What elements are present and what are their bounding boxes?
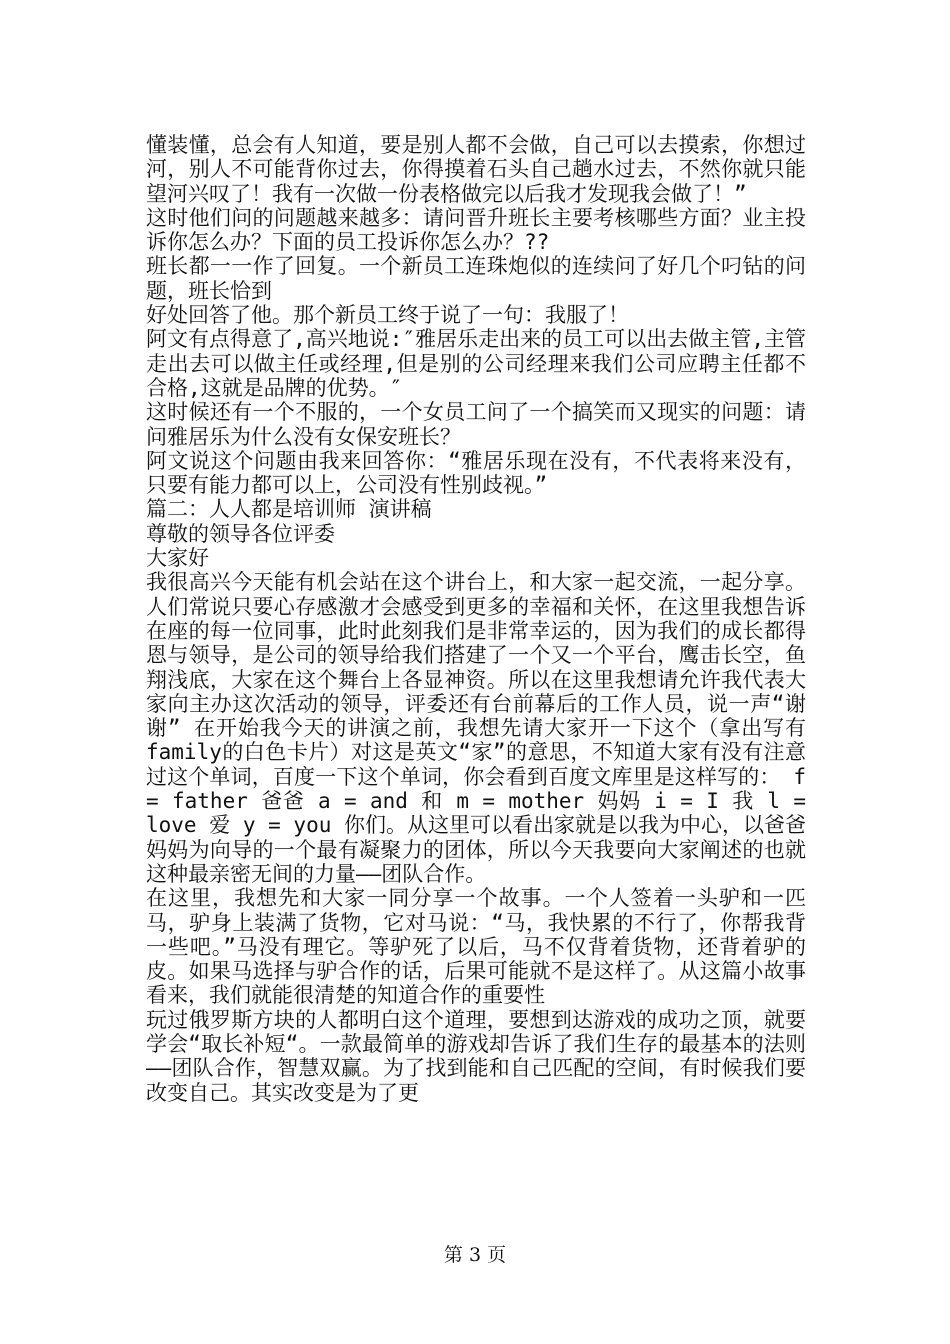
paragraph: 我很高兴今天能有机会站在这个讲台上，和大家一起交流，一起分享。人们常说只要心存感激才会感受到更多的幸福和关怀，在这里我想告诉在座的每一位同事，此时此刻我们是非常幸运的，因为我们的成长都得恩与领导，是公司的领导给我们搭建了一个又一个平台，鹰击长空，鱼翔浅底，大家在这个舞台上各显神资。所以在这里我想请允许我代表大家向主办这次活动的领导，评委还有台前幕后的工作人员，说一声“谢谢” 在开始我今天的讲演之前，我想先请大家开一下这个（拿出写有family的白色卡片）对这是英文“家”的意思，不知道大家有没有注意过这个单词，百度一下这个单词，你会看到百度文库里是这样写的： f = father 爸爸 a = and 和 m = mother 妈妈 i = I 我 l = love 爱 y = you 你们。从这里可以看出家就是以我为中心，以爸爸妈妈为向导的一个最有凝聚力的团体，所以今天我要向大家阐述的也就这种最亲密无间的力量——团队合作。 (146, 570, 807, 886)
paragraph: 阿文说这个问题由我来回答你：“雅居乐现在没有，不代表将来没有，只要有能力都可以上，公司没有性别歧视。” (146, 448, 806, 498)
section-heading: 篇二：人人都是培训师 演讲稿 (146, 497, 432, 522)
greeting: 大家好 (146, 546, 209, 571)
paragraph: 玩过俄罗斯方块的人都明白这个道理，要想到达游戏的成功之顶，就要学会“取长补短“。一款最简单的游戏却告诉了我们生存的最基本的法则——团队合作，智慧双赢。为了找到能和自己匹配的空间，有时候我们要改变自己。其实改变是为了更 (146, 1007, 806, 1105)
paragraph: 阿文有点得意了,高兴地说:″雅居乐走出来的员工可以出去做主管,主管走出去可以做主任或经理,但是别的公司经理来我们公司应聘主任都不合格,这就是品牌的优势。″ (146, 327, 806, 400)
paragraph: 这时他们问的问题越来越多：请问晋升班长主要考核哪些方面？业主投诉你怎么办？下面的员工投诉你怎么办？?? (146, 205, 806, 255)
paragraph: 在这里，我想先和大家一同分享一个故事。一个人签着一头驴和一匹马，驴身上装满了货物，它对马说：“马，我快累的不行了，你帮我背一些吧。”马没有理它。等驴死了以后，马不仅背着货物，还背着驴的皮。如果马选择与驴合作的话，后果可能就不是这样了。从这篇小故事看来，我们就能很清楚的知道合作的重要性 (146, 886, 806, 1008)
paragraph: 这时候还有一个不服的，一个女员工问了一个搞笑而又现实的问题：请问雅居乐为什么没有女保安班长？ (146, 400, 806, 449)
paragraph: 懂装懂，总会有人知道，要是别人都不会做，自己可以去摸索，你想过河，别人不可能背你过去，你得摸着石头自己趟水过去，不然你就只能望河兴叹了！我有一次做一份表格做完以后我才发现我会做了！” (146, 133, 806, 206)
paragraph: 班长都一一作了回复。一个新员工连珠炮似的连续问了好几个叼钻的问题，班长恰到 (146, 254, 806, 303)
page-number: 第 3 页 (443, 1244, 507, 1266)
salutation: 尊敬的领导各位评委 (146, 521, 335, 546)
paragraph: 好处回答了他。那个新员工终于说了一句：我服了！ (146, 303, 629, 328)
document-body (146, 133, 806, 1105)
